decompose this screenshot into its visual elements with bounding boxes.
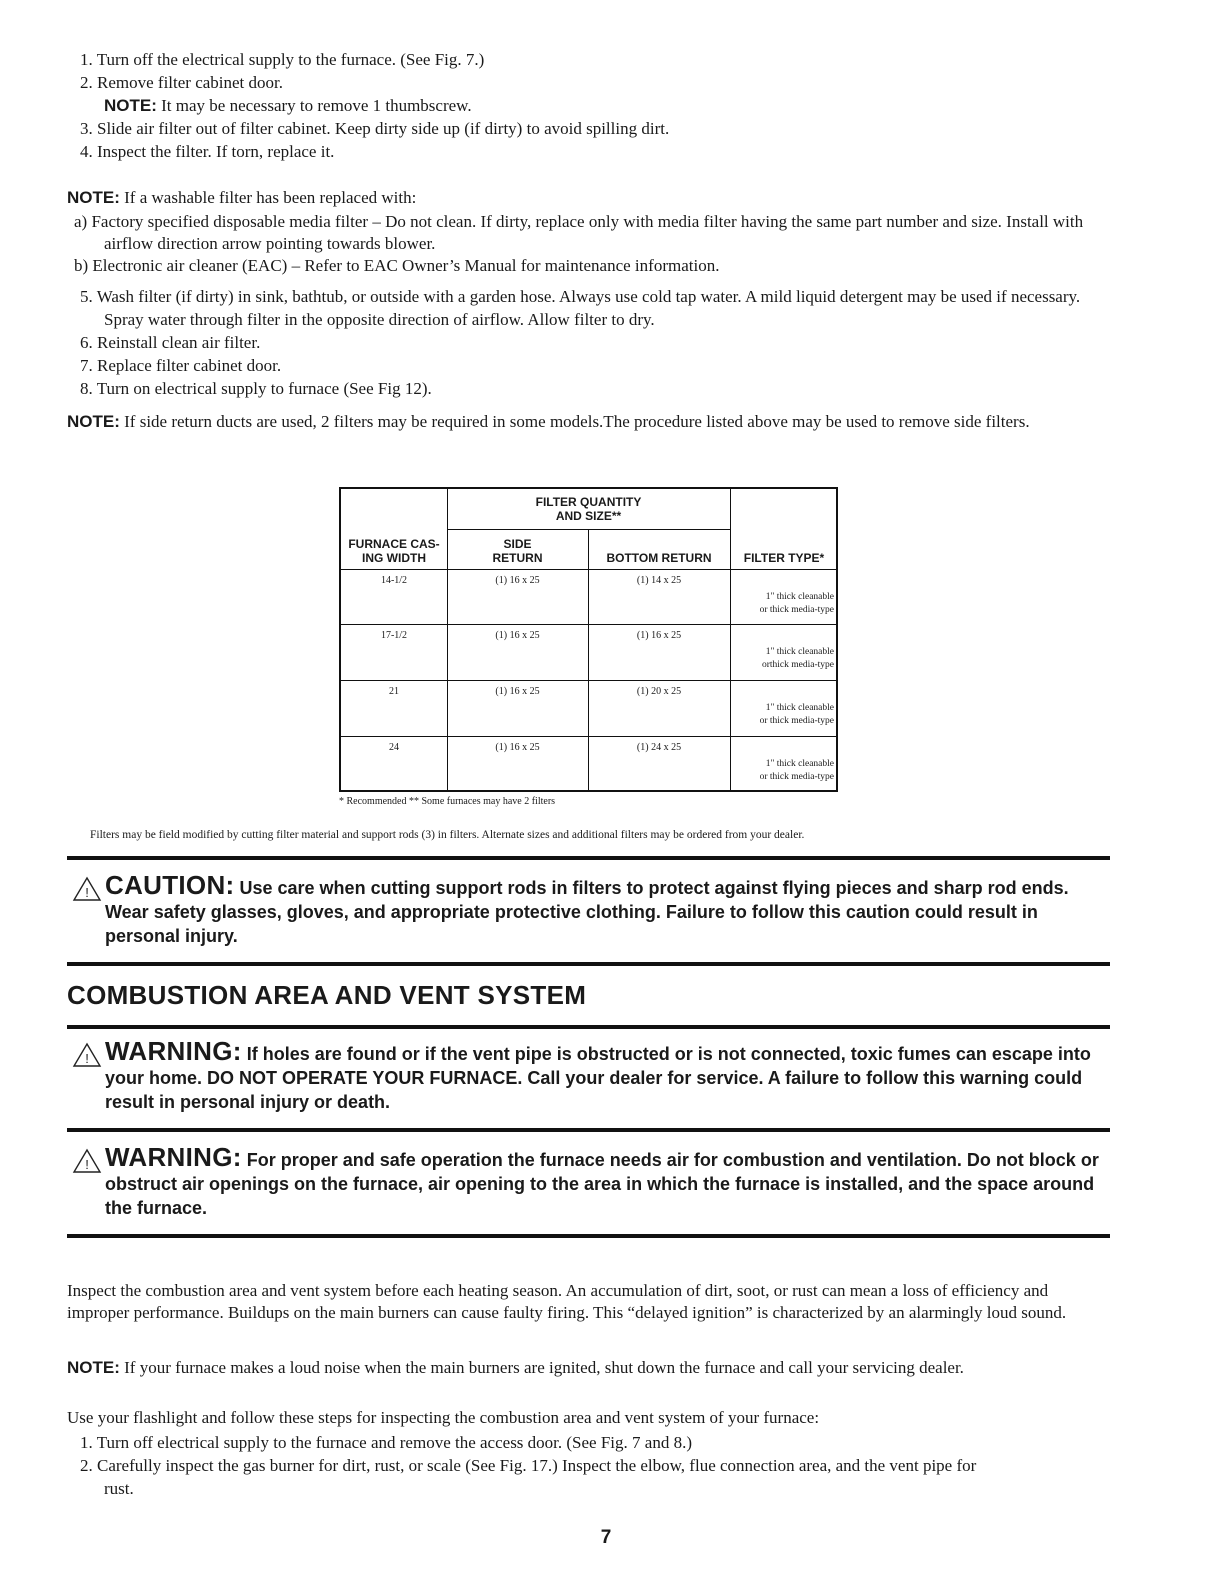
table-cell-type: 1" thick cleanable or thick media-type xyxy=(759,703,834,726)
side-return-note xyxy=(67,411,1112,433)
warning-block-air xyxy=(105,1142,1115,1220)
table-cell-bottom: (1) 16 x 25 xyxy=(636,630,682,641)
note-label: NOTE: xyxy=(67,412,120,431)
filter-steps-part1 xyxy=(80,48,1120,163)
warning-text: For proper and safe operation the furnace needs air for combustion and ventilation. Do not block or obstruct air openings on the furnace, air opening to the area in which the furnace is installed, and the space around the furnace. xyxy=(105,1150,1099,1218)
washable-filter-note xyxy=(67,187,1112,209)
flashlight-paragraph: Use your flashlight and follow these steps for inspecting the combustion area and vent system of your furnace: xyxy=(67,1408,820,1427)
thumbscrew-note xyxy=(80,94,1120,117)
warning-text: If holes are found or if the vent pipe is obstructed or is not connected, toxic fumes can escape into your home. DO NOT OPERATE YOUR FURNACE. Call your dealer for service. A failure to follow this warning could result in personal injury or death. xyxy=(105,1044,1091,1112)
caution-label: CAUTION: xyxy=(105,870,235,900)
divider xyxy=(67,1128,1110,1132)
filter-quantity-header: FILTER QUANTITY AND SIZE** xyxy=(535,495,642,523)
note-label: NOTE: xyxy=(67,188,120,207)
step-item: 5. Wash filter (if dirty) in sink, bathtub, or outside with a garden hose. Always use cold tap water. A mild liquid detergent may be used if necessary. Spray water through filter in the opposite direction of airflow. Allow filter to dry. xyxy=(80,287,1081,329)
field-modification-note: Filters may be field modified by cutting filter material and support rods (3) in filters. Alternate sizes and additional filters may be ordered from your dealer. xyxy=(90,829,805,841)
option-item: b) Electronic air cleaner (EAC) – Refer to EAC Owner’s Manual for maintenance information. xyxy=(74,256,720,275)
warning-icon xyxy=(72,1148,102,1174)
side-return-header: SIDE RETURN xyxy=(492,537,543,565)
note-label: NOTE: xyxy=(67,1358,120,1377)
bottom-return-header: BOTTOM RETURN xyxy=(606,551,712,565)
warning-block-vent xyxy=(105,1036,1115,1114)
table-cell-bottom: (1) 20 x 25 xyxy=(636,686,682,697)
filter-type-header: FILTER TYPE* xyxy=(743,551,825,565)
table-cell-width: 14-1/2 xyxy=(380,575,408,586)
divider xyxy=(67,962,1110,966)
table-cell-width: 24 xyxy=(389,742,399,753)
caution-icon xyxy=(72,876,102,902)
warning-label: WARNING: xyxy=(105,1036,242,1066)
table-footnote: * Recommended ** Some furnaces may have 2 filters xyxy=(339,796,556,807)
svg-text:!: ! xyxy=(85,885,89,900)
table-cell-side: (1) 16 x 25 xyxy=(495,575,540,586)
note-text: If a washable filter has been replaced with: xyxy=(119,188,417,207)
warning-label: WARNING: xyxy=(105,1142,242,1172)
step-item: 3. Slide air filter out of filter cabinet. Keep dirty side up (if dirty) to avoid spilling dirt. xyxy=(80,119,670,138)
table-cell-width: 17-1/2 xyxy=(380,630,408,641)
table-cell-type: 1" thick cleanable orthick media-type xyxy=(761,647,834,670)
filter-steps-part2 xyxy=(80,285,1120,400)
step-item: 1. Turn off the electrical supply to the furnace. (See Fig. 7.) xyxy=(80,50,485,69)
step-item: 1. Turn off electrical supply to the furnace and remove the access door. (See Fig. 7 and 8.) xyxy=(80,1433,692,1452)
section-heading: COMBUSTION AREA AND VENT SYSTEM xyxy=(67,980,587,1010)
note-label: NOTE: xyxy=(104,96,157,115)
note-text: It may be necessary to remove 1 thumbscrew. xyxy=(156,96,472,115)
note-text: If your furnace makes a loud noise when the main burners are ignited, shut down the furnace and call your servicing dealer. xyxy=(119,1358,964,1377)
table-cell-side: (1) 16 x 25 xyxy=(495,686,540,697)
table-cell-side: (1) 16 x 25 xyxy=(495,630,540,641)
step-item: 6. Reinstall clean air filter. xyxy=(80,333,261,352)
inspection-paragraph: Inspect the combustion area and vent system before each heating season. An accumulation of dirt, soot, or rust can mean a loss of efficiency and improper performance. Buildups on the main burners can cause faulty firing. This “delayed ignition” is characterized by an alarmingly loud sound. xyxy=(67,1281,1067,1322)
table-cell-type: 1" thick cleanable or thick media-type xyxy=(759,759,834,782)
step-item: 2. Remove filter cabinet door. xyxy=(80,73,283,92)
casing-width-header: FURNACE CAS- ING WIDTH xyxy=(348,537,440,565)
table-cell-bottom: (1) 14 x 25 xyxy=(636,575,682,586)
table-cell-bottom: (1) 24 x 25 xyxy=(636,742,682,753)
inspection-steps xyxy=(80,1431,980,1500)
loud-noise-note xyxy=(67,1357,1112,1379)
filter-size-table xyxy=(339,487,838,792)
step-item: 4. Inspect the filter. If torn, replace it. xyxy=(80,142,335,161)
warning-icon xyxy=(72,1042,102,1068)
svg-text:!: ! xyxy=(85,1157,89,1172)
table-cell-type: 1" thick cleanable or thick media-type xyxy=(759,592,834,615)
svg-text:!: ! xyxy=(85,1051,89,1066)
divider xyxy=(67,1025,1110,1029)
step-item: 2. Carefully inspect the gas burner for dirt, rust, or scale (See Fig. 17.) Inspect the elbow, flue connection area, and the vent pipe for rust. xyxy=(80,1456,977,1498)
filter-replacement-options xyxy=(74,211,1114,277)
note-text: If side return ducts are used, 2 filters may be required in some models.The procedure listed above may be used to remove side filters. xyxy=(119,412,1030,431)
step-item: 7. Replace filter cabinet door. xyxy=(80,356,282,375)
caution-block xyxy=(105,870,1115,948)
caution-text: Use care when cutting support rods in filters to protect against flying pieces and sharp rod ends. Wear safety glasses, gloves, and appropriate protective clothing. Failure to follow this caution could result in personal injury. xyxy=(105,878,1069,946)
table-cell-side: (1) 16 x 25 xyxy=(495,742,540,753)
option-item: a) Factory specified disposable media filter – Do not clean. If dirty, replace only with media filter having the same part number and size. Install with airflow direction arrow pointing towards blower. xyxy=(74,212,1084,253)
divider xyxy=(67,856,1110,860)
divider xyxy=(67,1234,1110,1238)
table-cell-width: 21 xyxy=(389,686,399,697)
step-item: 8. Turn on electrical supply to furnace (See Fig 12). xyxy=(80,379,432,398)
page-number: 7 xyxy=(600,1527,612,1548)
